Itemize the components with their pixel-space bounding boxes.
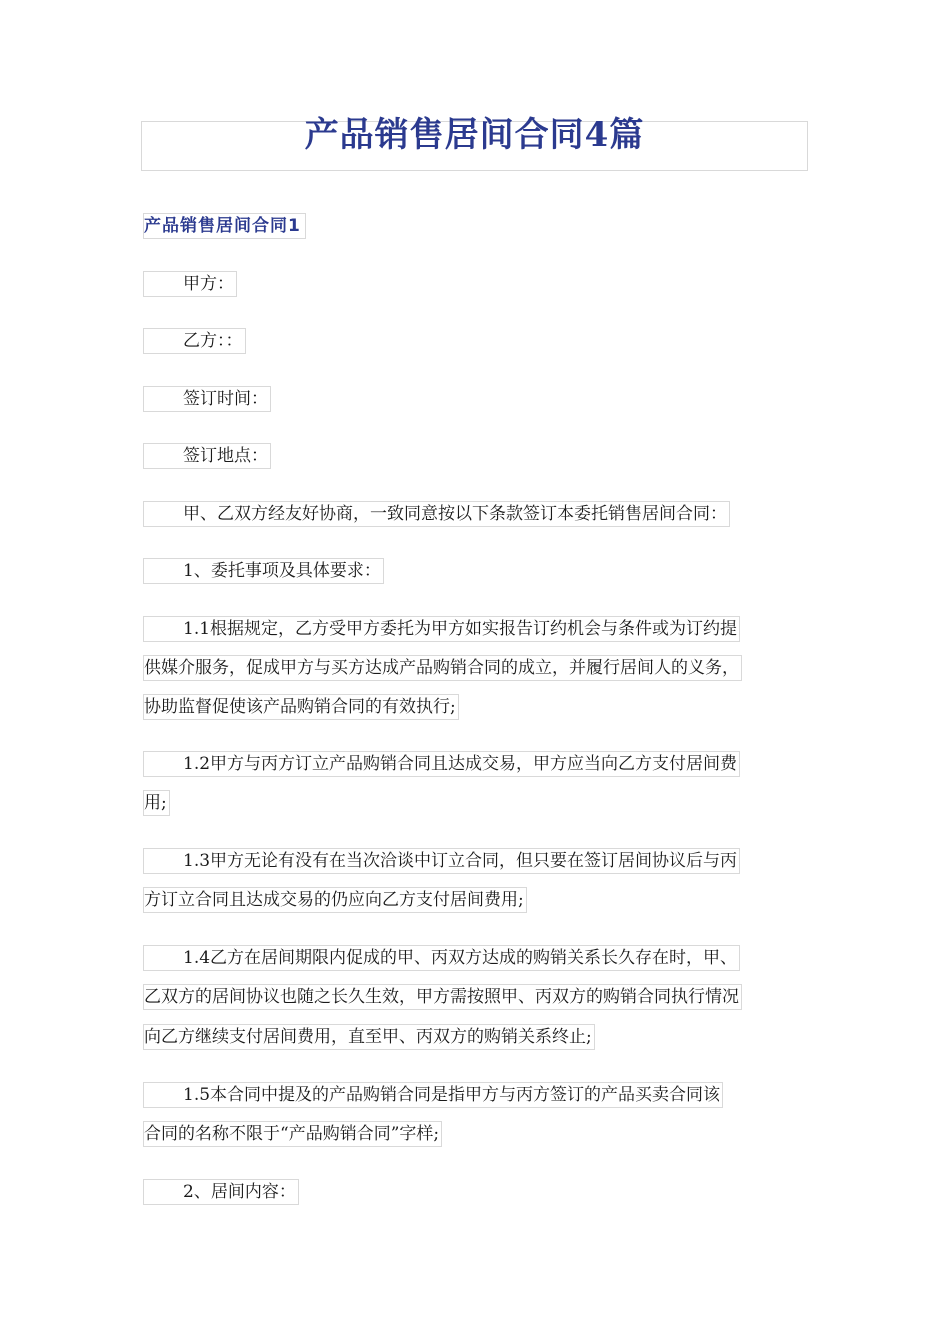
clause-2-heading: 2、居间内容： (143, 1179, 299, 1205)
signing-time-line: 签订时间： (143, 386, 271, 412)
clause-1-5-line-2: 合同的名称不限于“产品购销合同”字样; (143, 1121, 442, 1147)
section-title: 产品销售居间合同1 (143, 213, 306, 239)
clause-1-5-line-1: 1.5本合同中提及的产品购销合同是指甲方与丙方签订的产品买卖合同该 (143, 1082, 723, 1108)
clause-1-4-line-3: 向乙方继续支付居间费用，直至甲、丙双方的购销关系终止; (143, 1024, 595, 1050)
signing-place-line: 签订地点： (143, 443, 271, 469)
document-title: 产品销售居间合同4篇 (304, 115, 645, 155)
clause-1-1-line-2: 供媒介服务，促成甲方与买方达成产品购销合同的成立，并履行居间人的义务， (143, 655, 742, 681)
title-box (141, 115, 808, 171)
clause-1-1-line-1: 1.1根据规定，乙方受甲方委托为甲方如实报告订约机会与条件或为订约提 (143, 616, 740, 642)
clause-1-3-line-2: 方订立合同且达成交易的仍应向乙方支付居间费用; (143, 887, 527, 913)
clause-1-1-line-3: 协助监督促使该产品购销合同的有效执行; (143, 694, 459, 720)
party-a-line: 甲方： (143, 271, 237, 297)
clause-1-heading: 1、委托事项及具体要求： (143, 558, 384, 584)
clause-1-4-line-2: 乙双方的居间协议也随之长久生效，甲方需按照甲、丙双方的购销合同执行情况 (143, 984, 742, 1010)
clause-1-4-line-1: 1.4乙方在居间期限内促成的甲、丙双方达成的购销关系长久存在时，甲、 (143, 945, 740, 971)
clause-1-2-line-1: 1.2甲方与丙方订立产品购销合同且达成交易，甲方应当向乙方支付居间费 (143, 751, 740, 777)
party-b-line: 乙方：： (143, 328, 246, 354)
clause-1-3-line-1: 1.3甲方无论有没有在当次洽谈中订立合同，但只要在签订居间协议后与丙 (143, 848, 740, 874)
agreement-intro-line: 甲、乙双方经友好协商，一致同意按以下条款签订本委托销售居间合同： (143, 501, 730, 527)
clause-1-2-line-2: 用; (143, 790, 170, 816)
